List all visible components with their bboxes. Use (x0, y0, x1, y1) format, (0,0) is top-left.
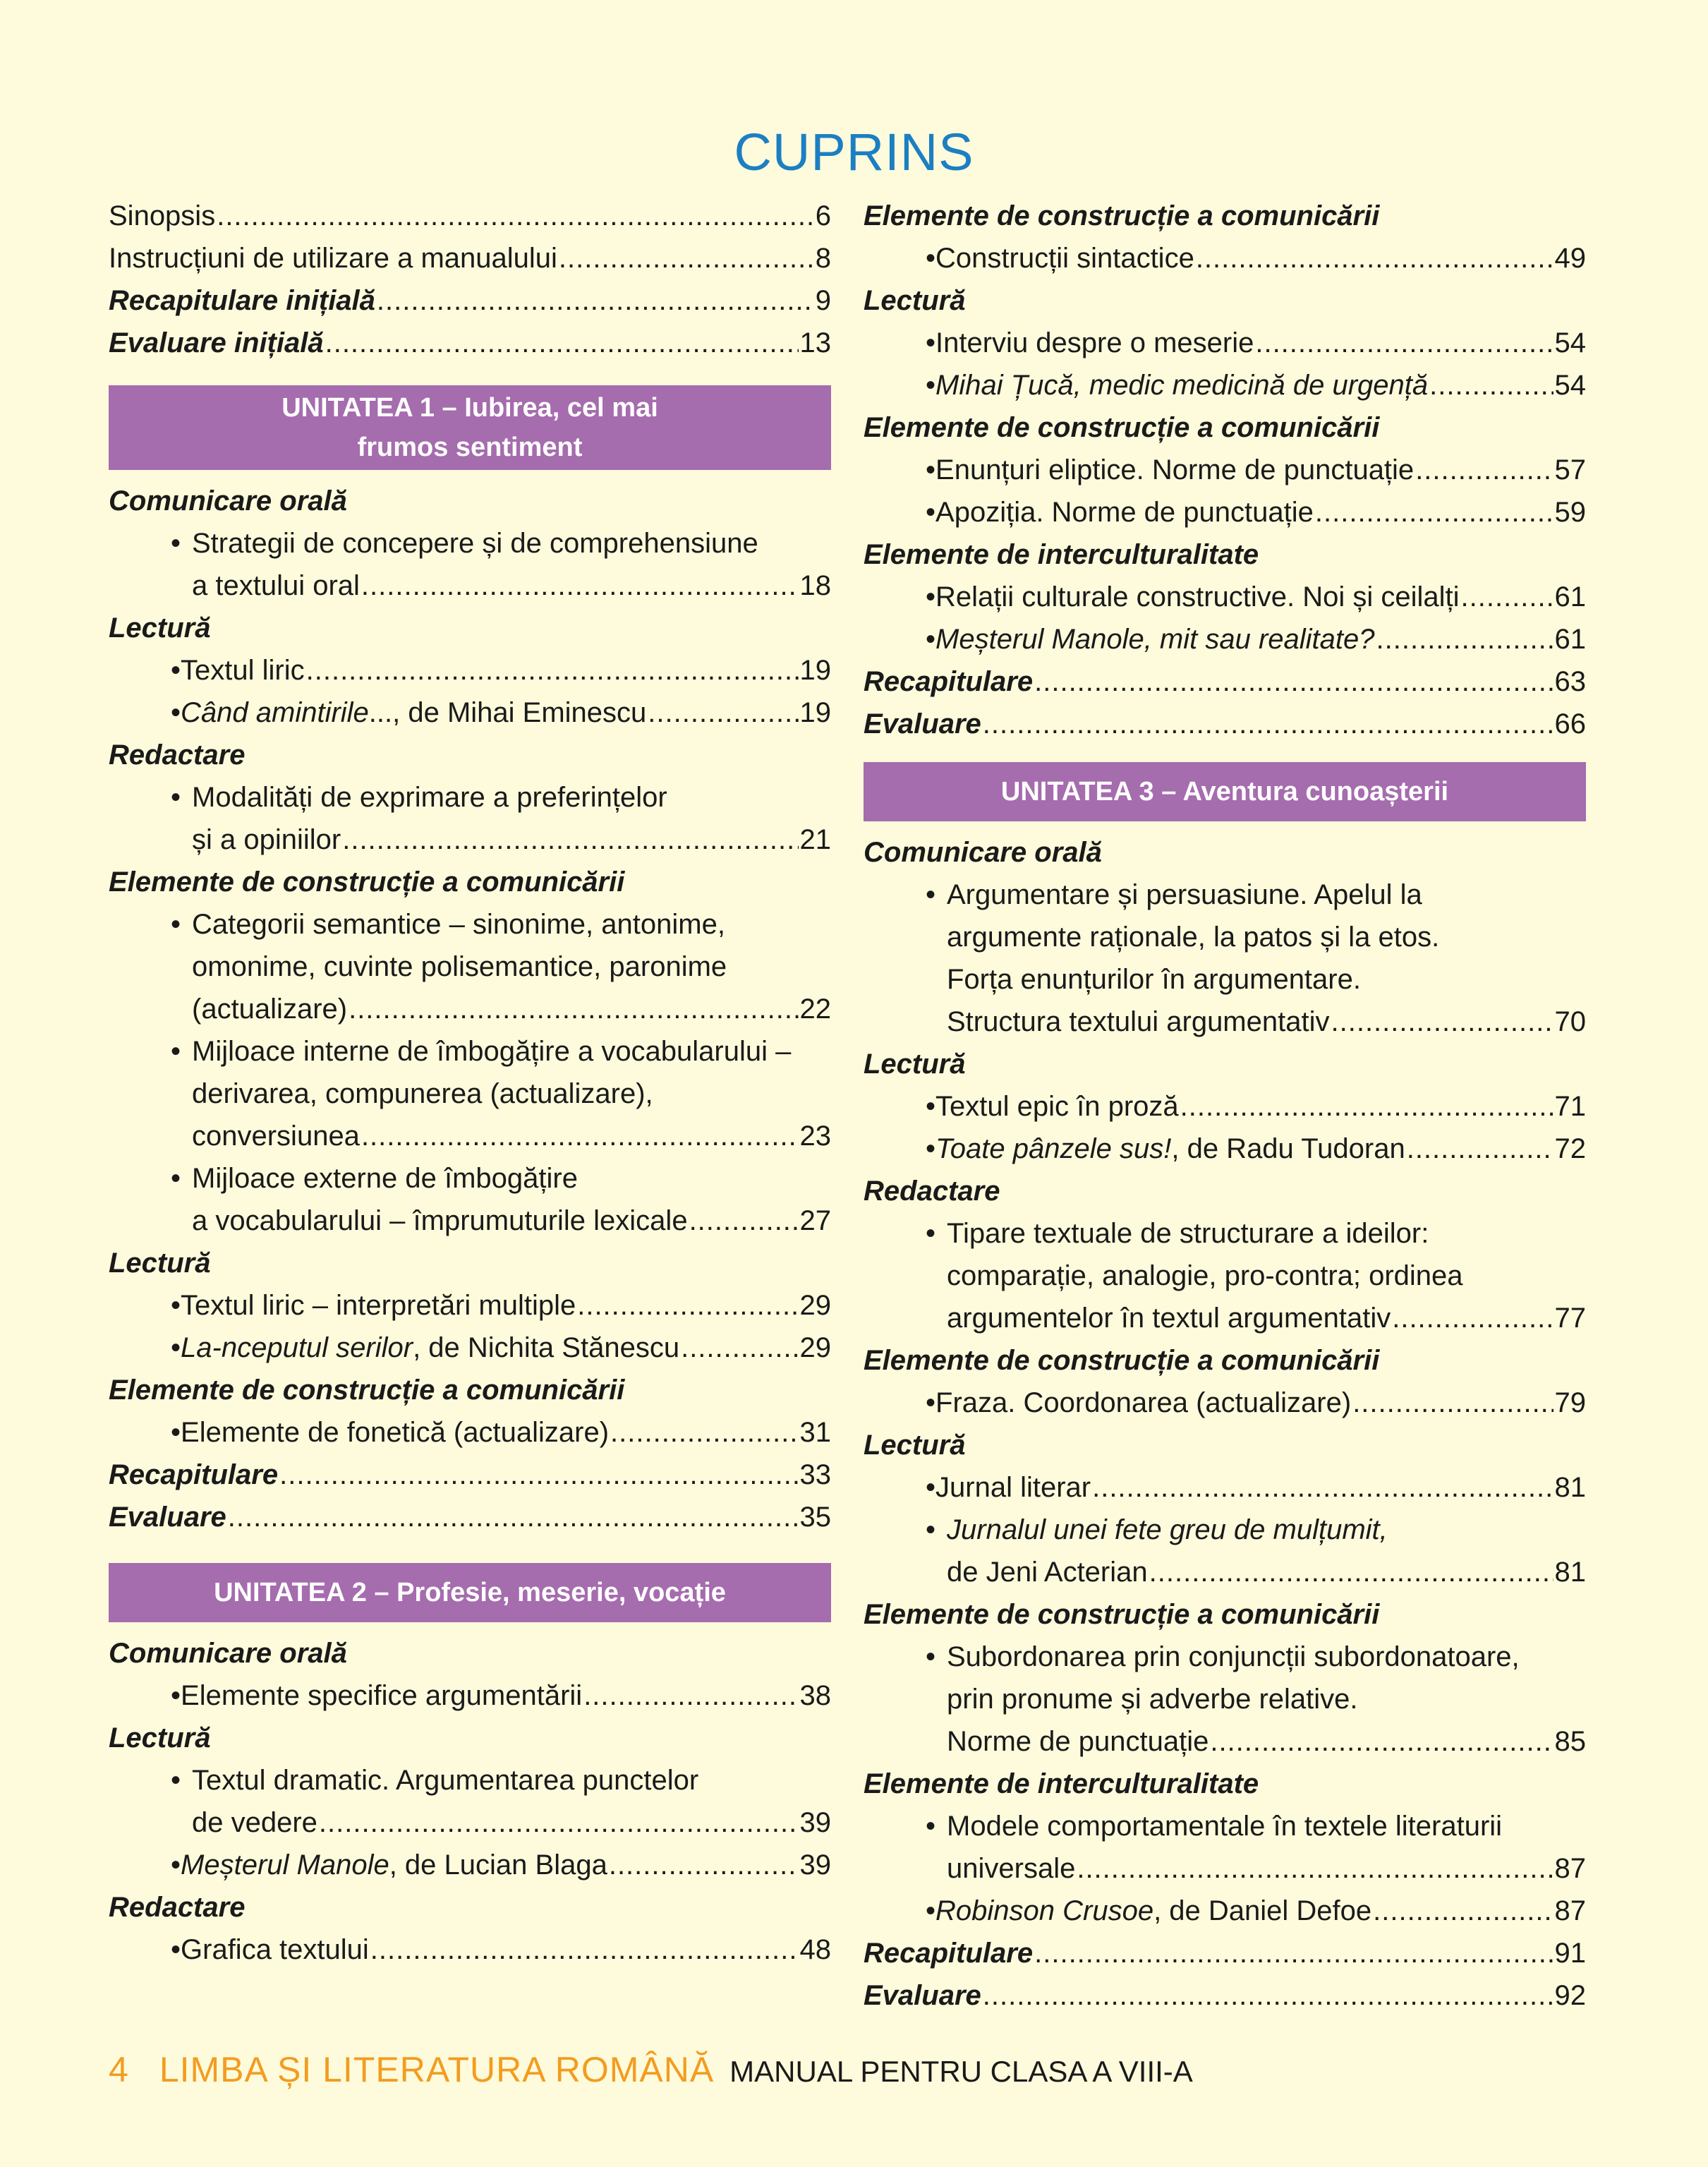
section-heading: Elemente de interculturalitate (864, 539, 1259, 570)
section-heading: Lectură (864, 1430, 966, 1461)
section-heading: Lectură (109, 1248, 211, 1279)
toc-entry[interactable]: Evaluare inițială ..... 13 (109, 322, 831, 364)
section-heading: Elemente de construcție a comunicării (864, 200, 1380, 231)
toc-entry[interactable]: • Meșterul Manole, de Lucian Blaga ..... 39 (109, 1844, 831, 1886)
unit-2-header[interactable]: UNITATEA 2 – Profesie, meserie, vocație (109, 1563, 831, 1622)
toc-entry[interactable]: • Relații culturale constructive. Noi și ceilalți ..... 61 (864, 576, 1586, 618)
toc-entry[interactable]: argumentelor în textul argumentativ ..... 77 (864, 1297, 1586, 1339)
section-heading: Lectură (864, 285, 966, 316)
page-footer (109, 2046, 1193, 2095)
unit-1-header[interactable]: UNITATEA 1 – Iubirea, cel mai frumos sentiment (109, 385, 831, 470)
section-heading: Lectură (109, 612, 211, 644)
section-heading: Redactare (864, 1176, 1000, 1207)
toc-entry-line[interactable]: • Subordonarea prin conjuncții subordonatoare, (926, 1641, 1520, 1672)
toc-entry-line[interactable]: derivarea, compunerea (actualizare), (192, 1078, 653, 1109)
toc-entry[interactable]: și a opiniilor ..... 21 (109, 819, 831, 861)
toc-entry[interactable]: • Textul epic în proză ..... 71 (864, 1085, 1586, 1128)
section-heading: Redactare (109, 1892, 246, 1923)
section-heading: Elemente de construcție a comunicării (109, 867, 625, 898)
toc-entry[interactable]: • Robinson Crusoe, de Daniel Defoe ..... 87 (864, 1890, 1586, 1932)
toc-right-column (864, 195, 1586, 2017)
toc-entry[interactable]: Structura textului argumentativ ..... 70 (864, 1001, 1586, 1043)
toc-entry[interactable]: Evaluare ..... 35 (109, 1496, 831, 1538)
page-number: 4 (109, 2050, 128, 2089)
section-heading: Lectură (109, 1722, 211, 1753)
section-heading: Elemente de construcție a comunicării (864, 1599, 1380, 1630)
toc-entry-line[interactable]: • Modele comportamentale în textele literaturii (926, 1811, 1503, 1842)
unit-3-header[interactable]: UNITATEA 3 – Aventura cunoașterii (864, 762, 1586, 821)
toc-entry-line[interactable]: • Categorii semantice – sinonime, antonime, (171, 909, 725, 940)
toc-entry[interactable]: • Elemente de fonetică (actualizare) ..... 31 (109, 1411, 831, 1454)
toc-left-column (109, 195, 831, 1971)
toc-entry[interactable]: Evaluare ..... 66 (864, 703, 1586, 745)
section-heading: Comunicare orală (109, 1638, 347, 1669)
section-heading: Elemente de interculturalitate (864, 1768, 1259, 1799)
section-heading: Lectură (864, 1049, 966, 1080)
toc-entry[interactable]: Instrucțiuni de utilizare a manualului ..... 8 (109, 237, 831, 279)
toc-entry-line[interactable]: • Jurnalul unei fete greu de mulțumit, (926, 1514, 1388, 1545)
toc-entry[interactable]: • Elemente specifice argumentării ..... 38 (109, 1674, 831, 1717)
toc-entry[interactable]: • Apoziția. Norme de punctuație ..... 59 (864, 491, 1586, 533)
section-heading: Comunicare orală (864, 837, 1102, 868)
toc-entry[interactable]: Recapitulare ..... 91 (864, 1932, 1586, 1974)
toc-entry[interactable]: Recapitulare ..... 63 (864, 660, 1586, 703)
section-heading: Elemente de construcție a comunicării (864, 412, 1380, 443)
toc-entry-line[interactable]: • Mijloace externe de îmbogățire (171, 1163, 578, 1194)
toc-entry[interactable]: • Când amintirile..., de Mihai Eminescu ..... 19 (109, 692, 831, 734)
section-heading: Elemente de construcție a comunicării (864, 1345, 1380, 1376)
toc-entry[interactable]: • Textul liric ..... 19 (109, 649, 831, 692)
toc-entry-line[interactable]: • Strategii de concepere și de comprehensiune (171, 528, 758, 559)
toc-entry[interactable]: conversiunea ..... 23 (109, 1115, 831, 1157)
toc-entry[interactable]: • Toate pânzele sus!, de Radu Tudoran ..... 72 (864, 1128, 1586, 1170)
toc-entry-line[interactable]: comparație, analogie, pro-contra; ordinea (947, 1260, 1463, 1291)
toc-entry[interactable]: a textului oral ..... 18 (109, 565, 831, 607)
toc-entry[interactable]: (actualizare) ..... 22 (109, 988, 831, 1030)
toc-entry[interactable]: • Interviu despre o meserie ..... 54 (864, 322, 1586, 364)
toc-entry[interactable]: • Fraza. Coordonarea (actualizare) ..... 79 (864, 1382, 1586, 1424)
footer-subject: LIMBA ȘI LITERATURA ROMÂNĂ (159, 2050, 715, 2089)
section-heading: Elemente de construcție a comunicării (109, 1375, 625, 1406)
toc-entry[interactable]: • Mihai Țucă, medic medicină de urgență ..... 54 (864, 364, 1586, 406)
toc-entry-line[interactable]: • Modalități de exprimare a preferințelor (171, 782, 667, 813)
toc-entry[interactable]: • Enunțuri eliptice. Norme de punctuație ..... 57 (864, 449, 1586, 491)
toc-entry-line[interactable]: • Mijloace interne de îmbogățire a vocabularului – (171, 1036, 792, 1067)
toc-entry[interactable]: • Textul liric – interpretări multiple ..... 29 (109, 1284, 831, 1327)
toc-entry[interactable]: • Grafica textului ..... 48 (109, 1928, 831, 1971)
toc-entry[interactable]: Evaluare ..... 92 (864, 1974, 1586, 2017)
toc-entry[interactable]: Recapitulare ..... 33 (109, 1454, 831, 1496)
toc-entry[interactable]: • Meșterul Manole, mit sau realitate? ..... 61 (864, 618, 1586, 660)
toc-entry[interactable]: a vocabularului – împrumuturile lexicale ..... 27 (109, 1200, 831, 1242)
page-title: CUPRINS (734, 123, 974, 181)
toc-entry-line[interactable]: prin pronume și adverbe relative. (947, 1684, 1358, 1715)
toc-entry[interactable]: Recapitulare inițială ..... 9 (109, 279, 831, 322)
toc-entry[interactable]: • Jurnal literar ..... 81 (864, 1466, 1586, 1509)
toc-entry[interactable]: Sinopsis ..... 6 (109, 195, 831, 237)
toc-entry-line[interactable]: omonime, cuvinte polisemantice, paronime (192, 951, 727, 982)
footer-manual: MANUAL PENTRU CLASA A VIII-A (729, 2055, 1193, 2088)
toc-entry[interactable]: universale ..... 87 (864, 1847, 1586, 1890)
toc-entry-line[interactable]: • Textul dramatic. Argumentarea punctelor (171, 1765, 699, 1796)
toc-entry[interactable]: de Jeni Acterian ..... 81 (864, 1551, 1586, 1593)
toc-entry[interactable]: Norme de punctuație ..... 85 (864, 1720, 1586, 1763)
toc-entry-line[interactable]: argumente raționale, la patos și la etos. (947, 922, 1440, 953)
toc-entry-line[interactable]: • Tipare textuale de structurare a ideilor: (926, 1218, 1429, 1249)
toc-entry[interactable]: de vedere ..... 39 (109, 1801, 831, 1844)
toc-entry[interactable]: • Construcții sintactice ..... 49 (864, 237, 1586, 279)
toc-entry-line[interactable]: • Argumentare și persuasiune. Apelul la (926, 879, 1422, 910)
toc-entry-line[interactable]: Forța enunțurilor în argumentare. (947, 964, 1361, 995)
toc-entry[interactable]: • La-nceputul serilor, de Nichita Stănescu ..... 29 (109, 1327, 831, 1369)
section-heading: Redactare (109, 740, 246, 771)
section-heading: Comunicare orală (109, 485, 347, 517)
